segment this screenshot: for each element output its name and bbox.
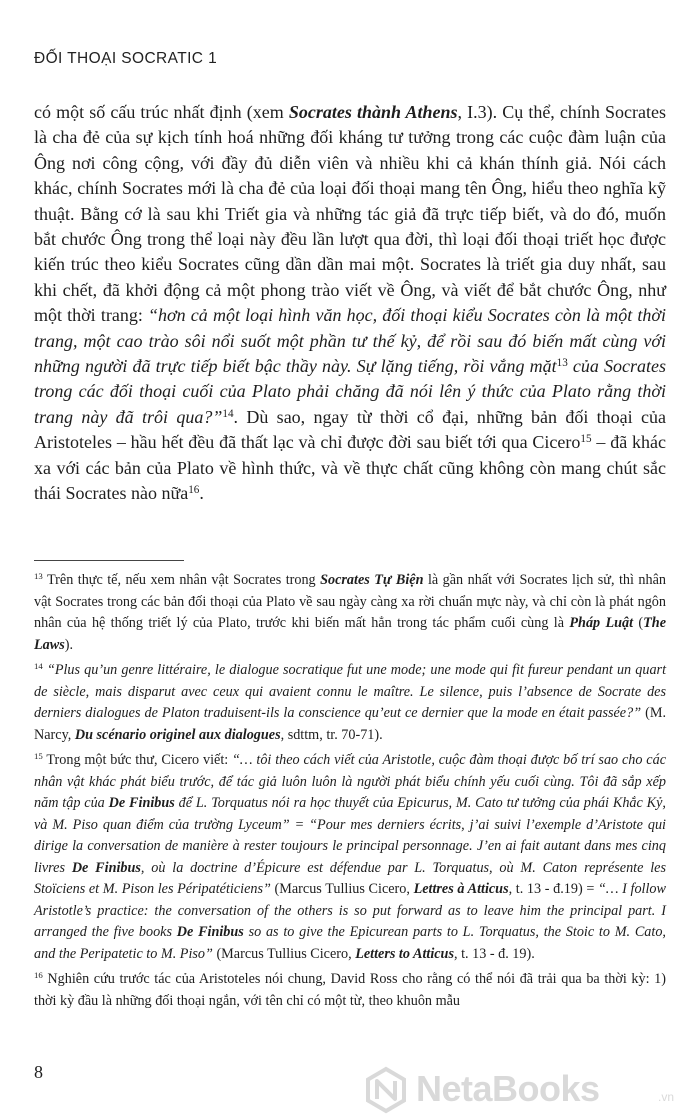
body-text-segment: – đã khác xa với các bản của Plato về hình thức, và về thực chất cũng không còn mang chút sắc thái Socrates nào nữa [34,432,666,504]
quoted-passage: “Plus qu’un genre littéraire, le dialogue socratique fut une mode; une mode qui fit fureur pendant un quart de siècle, mais disparut avec ceux qui avaient connu le maître. Le silence, puis l’absence de Socrate des derniers dialogues de Platon traduisent-ils la conscience qu’eut ce dernier que la mode en était passée?” [34,662,667,721]
footnote-text: (Marcus Tullius Cicero, [270,881,414,897]
book-title: De Finibus [176,924,244,940]
book-title: Pháp Luật [569,615,634,631]
book-title: Letters to Atticus [355,945,454,962]
footnotes [34,570,666,1016]
quoted-passage: , où la doctrine d’Épicure est défendue par L. Torquatus, où M. Caton représente les Stoïciens et M. Pison les Péripatéticiens” [34,859,666,897]
footnote-13 [34,570,666,656]
quoted-passage: của Socrates trong các đối thoại cuối của Plato phải chăng đã nói lên ý thức của Plato rằng thời trang này đã trôi qua?” [34,356,666,427]
footnote-text: , sdttm, tr. 70-71). [280,726,383,743]
book-title: De Finibus [71,859,141,876]
footnote-text: (Marcus Tullius Cicero, [212,945,356,962]
footnote-14 [34,660,666,746]
footnote-text: Nghiên cứu trước tác của Aristoteles nói chung, David Ross cho rằng có thể nói đã trải qua ba thời kỳ: 1) thời kỳ đầu là những đối thoại ngắn, với tên chỉ có một từ, theo khuôn mẫu [34,971,666,1009]
footnote-ref-15[interactable]: 15 [580,433,592,446]
book-title-reference: Socrates thành Athens [288,102,458,122]
footnote-text: ). [64,636,74,653]
footnote-number: 16 [34,970,43,981]
running-title: ĐỐI THOẠI SOCRATIC 1 [34,50,218,67]
body-text-segment: có một số cấu trúc nhất định (xem [34,102,289,122]
book-title: Socrates Tự Biện [320,572,424,588]
footnote-text: ( [633,615,644,631]
footnote-15 [34,750,666,965]
footnote-text: là gần nhất với Socrates lịch sử, thì nhân vật Socrates trong các bản đối thoại của Plato về sau ngày càng xa rời chuẩn mực này, và chỉ còn là phát ngôn nhân của hệ thống triết lý của Plato, trước khi biến mất hẳn trong tác phẩm cuối cùng là [34,572,667,631]
book-title: De Finibus [108,795,175,811]
watermark-suffix: .vn [658,1090,675,1104]
page-number: 8 [34,1062,43,1082]
body-text-segment: . [199,483,204,504]
footnote-text: , t. 13 - đ.19) = [508,881,598,897]
footnote-number: 15 [34,751,43,762]
book-title: Lettres à Atticus [413,881,509,897]
body-text-segment: . Dù sao, ngay từ thời cổ đại, những bản đối thoại của Aristoteles – hầu hết đều đã thất lạc và chỉ được đời sau biết tới qua Cicero [34,406,666,453]
footnote-number: 14 [34,661,43,672]
footnote-separator [34,560,184,561]
footnote-text: , t. 13 - đ. 19). [453,945,535,962]
watermark-brand: NetaBooks [416,1068,600,1109]
watermark [362,1066,682,1114]
book-title: Du scénario originel aux dialogues [74,726,281,743]
quoted-passage: “… tôi theo cách viết của Aristotle, cuộc đàm thoại được bố trí sao cho các nhân vật khác phát biểu trước, để tác giả luôn luôn là người phát biểu chính yếu cuối cùng. Tôi đã sắp xếp năm tập của [34,752,666,811]
footnote-ref-16[interactable]: 16 [188,483,200,496]
footnote-text: (M. Narcy, [34,705,666,743]
footnote-number: 13 [34,571,43,582]
book-title: The Laws [34,615,666,653]
footnote-16 [34,969,666,1012]
body-text-segment: , I.3). Cụ thể, chính Socrates là cha đẻ của sự kịch tính hoá những đối kháng tư tưởng trong các cuộc đàm luận của Ông nơi công cộng, với đầy đủ diễn viên và nhiều khi cả khán thính giả. Nói cách khác, chính Socrates mới là cha đẻ của loại đối thoại mang tên Ông, hiểu theo nghĩa kỹ thuật. Bằng cớ là sau khi Triết gia và những tác giả đã trực tiếp biết, và do đó, muốn bắt chước Ông trong thể loại này đều lần lượt qua đời, thì loại đối thoại triết học được kiến trúc theo kiểu Socrates cũng dần dần mai một. Socrates là triết gia duy nhất, sau khi chết, đã khởi động cả một phong trào viết về Ông, và viết để bắt chước Ông, như một thời trang: [34,102,667,326]
footnote-ref-14[interactable]: 14 [222,407,234,420]
footnote-text: Trong một bức thư, Cicero viết: [42,752,233,768]
quoted-passage: “… I follow Aristotle’s practice: the conversation of the others is so put forward as to leave him the principal part. I arranged the five books [34,881,666,940]
netabooks-logo-icon [362,1066,410,1114]
quoted-passage: so as to give the Epicurean parts to L. Torquatus, the Stoic to M. Cato, and the Peripatetic to M. Piso” [34,924,666,962]
quoted-passage: “hơn cả một loại hình văn học, đối thoại kiểu Socrates còn là một thời trang, một cao trào sôi nổi suốt một phần tư thế kỷ, để rồi sau đó biến mất cùng với những người đã trực tiếp biết bậc thầy này. Sự lặng tiếng, rồi vắng mặt [34,305,666,377]
body-paragraph [34,100,666,507]
footnote-text: Trên thực tế, nếu xem nhân vật Socrates trong [42,572,321,588]
footnote-ref-13[interactable]: 13 [556,356,568,369]
quoted-passage: để L. Torquatus nói ra học thuyết của Epicurus, M. Cato tư tưởng của phái Khắc Kỷ, và M. Piso quan điểm của trường Lyceum” = “Pour mes derniers écrits, j’ai suivi l’exemple d’Aristote qui dirige la conversation de manière à rester toujours le principal personnage. J’en ai fait autant dans mes cinq livres [34,795,666,876]
